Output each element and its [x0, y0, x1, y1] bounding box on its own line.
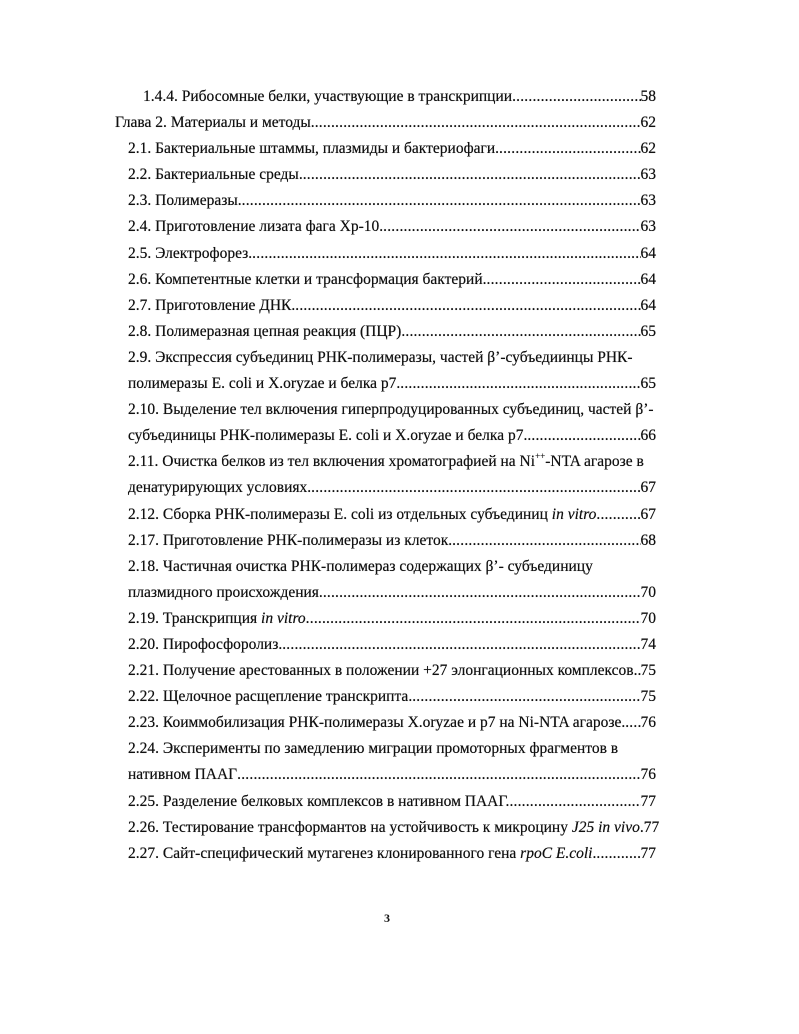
toc-entry — [0, 710, 656, 736]
toc-text-segment: 2.21. Получение арестованных в положении +27 элонгационных комплексов. — [128, 662, 638, 680]
toc-entry — [0, 789, 656, 815]
toc-entry — [0, 841, 656, 867]
dot-leader — [596, 502, 640, 528]
toc-text-segment: 2.12. Сборка РНК-полимеразы E. coli из отдельных субъединиц — [128, 505, 552, 523]
toc-text-segment: 2.23. Коиммобилизация РНК-полимеразы X.oryzae и p7 на Ni-NTA агарозе. — [128, 714, 626, 732]
toc-text-segment: 1.4.4. Рибосомные белки, участвующие в транскрипции — [143, 88, 513, 105]
toc-entry-title — [128, 815, 644, 841]
toc-entry-title — [128, 684, 412, 710]
toc-entry-title — [128, 241, 252, 267]
dot-leader — [242, 188, 641, 214]
table-of-contents — [0, 84, 799, 867]
toc-entry — [0, 815, 660, 841]
toc-page-number: 77 — [643, 818, 660, 836]
toc-entry — [0, 502, 656, 528]
toc-page-number: 67 — [640, 479, 656, 497]
toc-page-number: 70 — [640, 609, 656, 627]
toc-page-number: 63 — [640, 218, 656, 236]
toc-entry — [0, 423, 656, 449]
toc-entry-title — [128, 214, 383, 240]
toc-page-number: 77 — [640, 844, 656, 862]
toc-text-segment: 2.27. Сайт-специфический мутагенез клонированного гена — [128, 844, 521, 862]
toc-entry — [0, 658, 656, 684]
toc-text-segment: 2.26. Тестирование трансформантов на устойчивость к микроцину — [128, 818, 572, 836]
toc-entry-title — [128, 554, 593, 580]
toc-text-segment: плазмидного происхождения. — [128, 583, 323, 601]
toc-entry — [0, 475, 656, 501]
toc-page-number: 76 — [640, 766, 656, 784]
toc-entry — [0, 762, 656, 788]
toc-page-number: 70 — [640, 583, 656, 601]
toc-page-number: 64 — [640, 270, 656, 288]
toc-text-segment: 2.19. Транскрипция — [128, 609, 262, 627]
toc-text-segment: 2.6. Компетентные клетки и трансформация бактерий. — [128, 270, 487, 288]
toc-entry-title — [128, 371, 400, 397]
toc-entry — [0, 554, 656, 580]
toc-entry — [0, 684, 656, 710]
toc-text-segment: 2.24. Эксперименты по замедлению миграции промоторных фрагментов в — [128, 740, 619, 758]
dot-leader — [452, 528, 640, 554]
toc-text-segment: 2.22. Щелочное расщепление транскрипта. — [128, 688, 413, 706]
toc-entry-title — [143, 84, 512, 110]
toc-page-number: 64 — [640, 296, 656, 314]
page-number: 3 — [384, 911, 390, 925]
dot-leader — [487, 267, 641, 293]
toc-entry — [0, 214, 656, 240]
toc-entry-title — [128, 136, 499, 162]
toc-text-segment: J25 in vivo — [571, 818, 640, 836]
dot-leader — [303, 162, 641, 188]
toc-text-segment: 2.7. Приготовление ДНК. — [128, 296, 296, 314]
toc-page-number: 76 — [640, 714, 656, 732]
toc-entry — [0, 606, 656, 632]
toc-page-number: 67 — [640, 505, 656, 523]
toc-entry-title — [128, 502, 596, 528]
toc-text-segment: in vitro — [551, 505, 597, 523]
toc-entry — [0, 241, 656, 267]
toc-text-segment: 2.17. Приготовление РНК-полимеразы из клеток. — [128, 531, 453, 549]
toc-text-segment: 2.1. Бактериальные штаммы, плазмиды и бактериофаги. — [128, 140, 500, 158]
toc-text-segment: ++ — [535, 451, 546, 462]
dot-leader — [625, 710, 640, 736]
toc-entry-title — [128, 293, 295, 319]
toc-entry — [0, 293, 656, 319]
toc-page-number: 75 — [640, 688, 656, 706]
toc-entry — [0, 188, 656, 214]
toc-page-number: 63 — [640, 166, 656, 184]
toc-entry-title — [115, 110, 315, 136]
toc-entry — [0, 136, 656, 162]
toc-entry-title — [128, 162, 303, 188]
toc-entry — [0, 580, 656, 606]
toc-entry-title — [128, 528, 452, 554]
toc-text-segment: нативном ПААГ — [128, 766, 238, 784]
dot-leader — [401, 319, 640, 345]
toc-text-segment: 2.8. Полимеразная цепная реакция (ПЦР) — [128, 322, 402, 340]
toc-entry — [0, 345, 656, 371]
toc-text-segment: 2.9. Экспрессия субъединиц РНК-полимеразы, частей β’-субъедиинцы РНК- — [128, 348, 633, 366]
dot-leader — [596, 841, 640, 867]
dot-leader — [527, 423, 640, 449]
dot-leader — [252, 241, 640, 267]
toc-page-number: 65 — [640, 322, 656, 340]
toc-text-segment: 2.20. Пирофосфоролиз. — [128, 635, 283, 653]
toc-entry — [0, 528, 656, 554]
toc-text-segment: . — [592, 844, 597, 862]
toc-text-segment: Глава 2. Материалы и методы. — [115, 114, 315, 132]
toc-entry-title — [128, 580, 323, 606]
toc-entry-title — [128, 423, 527, 449]
dot-leader — [282, 632, 640, 658]
toc-page-number: 62 — [640, 140, 656, 158]
toc-entry-title — [128, 762, 237, 788]
dot-leader — [512, 84, 640, 110]
toc-page-number: 64 — [640, 244, 656, 262]
toc-text-segment: in vitro — [261, 609, 306, 627]
toc-text-segment: 2.10. Выделение тел включения гиперпродуцированных субъединиц, частей β’- — [128, 401, 654, 419]
toc-text-segment: субъединицы РНК-полимеразы E. coli и X.oryzae и белка p7. — [128, 427, 528, 445]
dot-leader — [295, 293, 640, 319]
toc-text-segment: -NTA агарозе в — [545, 453, 644, 471]
toc-text-segment: 2.5. Электрофорез. — [128, 244, 253, 262]
toc-page-number: 68 — [640, 531, 656, 549]
toc-entry-title — [128, 319, 401, 345]
toc-text-segment: . — [639, 818, 644, 836]
toc-entry-title — [128, 397, 654, 423]
toc-text-segment: 2.3. Полимеразы. — [128, 192, 242, 210]
toc-entry — [0, 110, 656, 136]
toc-text-segment: денатурирующих условиях. — [128, 479, 312, 497]
dot-leader — [323, 580, 641, 606]
toc-entry — [0, 449, 656, 475]
toc-entry — [0, 84, 656, 110]
toc-entry-title — [128, 632, 282, 658]
toc-text-segment: 2.2. Бактериальные среды. — [128, 166, 303, 184]
toc-entry — [0, 319, 656, 345]
toc-page-number: 74 — [640, 635, 656, 653]
toc-entry — [0, 632, 656, 658]
toc-entry — [0, 371, 656, 397]
dot-leader — [412, 684, 640, 710]
toc-entry-title — [128, 789, 509, 815]
toc-entry — [0, 397, 656, 423]
toc-entry-title — [128, 658, 637, 684]
dot-leader — [499, 136, 640, 162]
toc-text-segment: 2.11. Очистка белков из тел включения хроматографией на Ni — [128, 453, 536, 471]
toc-entry-title — [128, 449, 644, 475]
toc-page-number: 62 — [640, 114, 656, 132]
toc-text-segment: полимеразы E. coli и X.oryzae и белка p7. — [128, 375, 401, 393]
toc-page-number: 65 — [640, 375, 656, 393]
toc-entry-title — [128, 606, 306, 632]
toc-entry-title — [128, 710, 625, 736]
toc-text-segment: 2.4. Приготовление лизата фага Хр-10. — [128, 218, 384, 236]
dot-leader — [315, 110, 641, 136]
toc-page-number: 66 — [640, 427, 656, 445]
toc-page-number: 58 — [640, 88, 656, 105]
toc-text-segment: 2.18. Частичная очистка РНК-полимераз содержащих β’- субъединицу — [128, 557, 593, 575]
toc-page-number: 63 — [640, 192, 656, 210]
toc-entry-title — [128, 188, 242, 214]
toc-entry-title — [128, 736, 618, 762]
toc-entry-title — [128, 841, 596, 867]
dot-leader — [383, 214, 640, 240]
toc-entry-title — [128, 345, 633, 371]
dot-leader — [400, 371, 640, 397]
dot-leader — [306, 606, 641, 632]
toc-entry — [0, 162, 656, 188]
toc-text-segment: 2.25. Разделение белковых комплексов в нативном ПААГ. — [128, 792, 510, 810]
toc-entry-title — [128, 267, 487, 293]
dot-leader — [509, 789, 640, 815]
toc-page-number: 75 — [640, 662, 656, 680]
toc-entry-title — [128, 475, 311, 501]
toc-text-segment: rpoC E.coli — [520, 844, 593, 862]
toc-entry — [0, 736, 656, 762]
dot-leader — [237, 762, 640, 788]
toc-page-number: 77 — [640, 792, 656, 810]
toc-entry — [0, 267, 656, 293]
dot-leader — [311, 475, 640, 501]
